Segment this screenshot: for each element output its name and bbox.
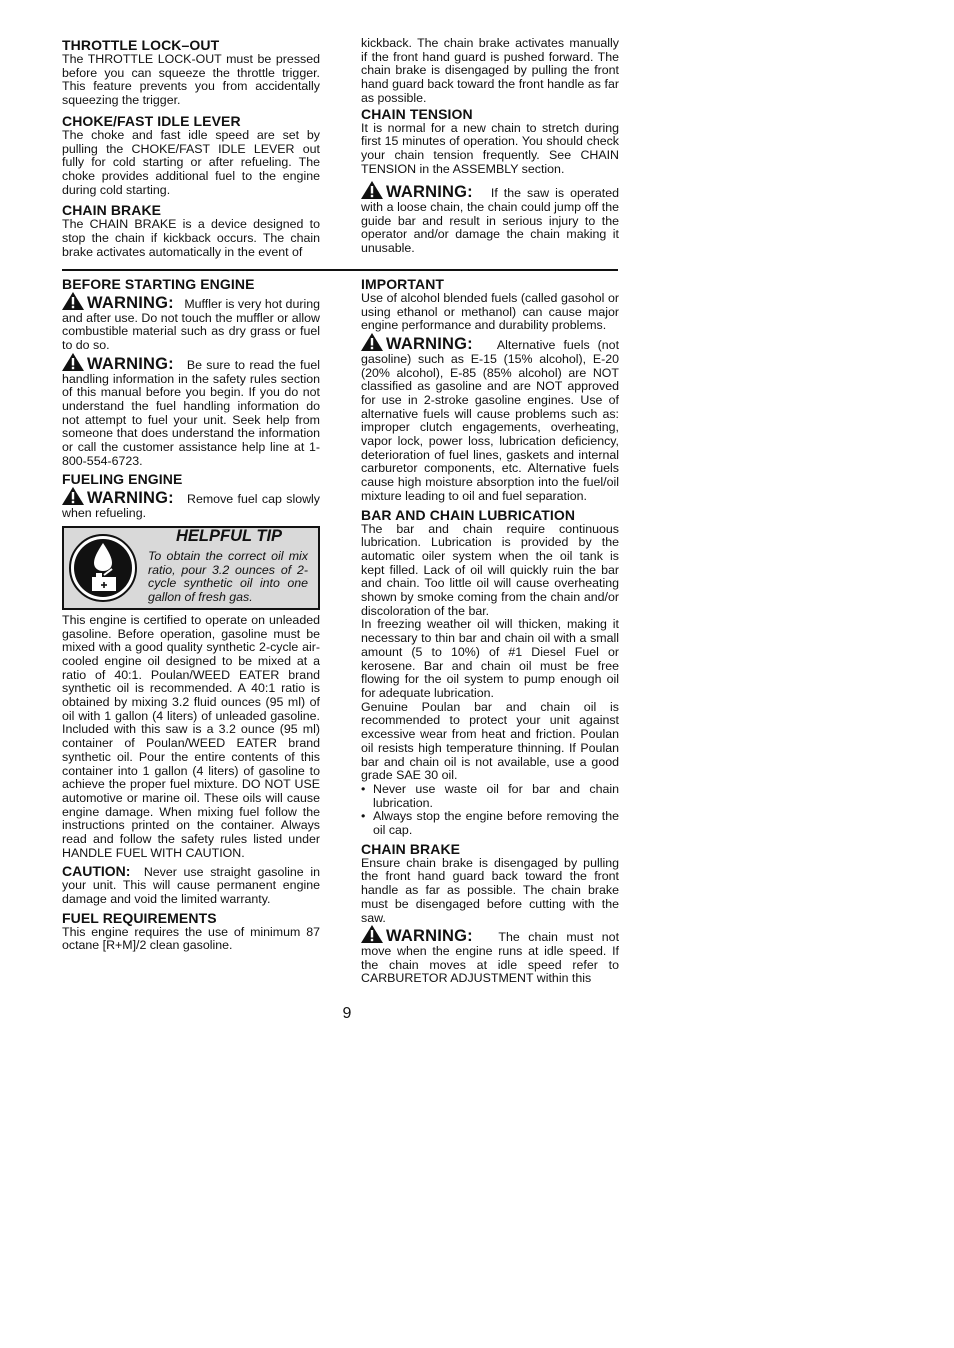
right-top-column (361, 37, 619, 256)
choke-section (62, 113, 320, 198)
fueling-engine-heading: FUELING ENGINE (62, 471, 183, 488)
throttle-lockout-section (62, 37, 320, 108)
list-item: • Never use waste oil for bar and chain lubrication. (361, 783, 619, 810)
engine-fuel-text: This engine is certified to operate on unleaded gasoline. Before operation, gasoline must be mixed with a good quality synthetic 2-cycle air-cooled engine oil designed to be mixed at a ratio of 40:1. Poulan/WEED EATER brand synthetic oil is recommended. A 40:1 ratio is obtained by mixing 3.2 fluid ounces (95 ml) of oil with 1 gallon (4 liters) of unleaded gasoline. Included with this saw is a 3.2 ounce (95 ml) container of Poulan/WEED EATER brand synthetic oil. Pour the entire contents of this container into 1 gallon (4 liters) of gasoline to achieve the proper fuel mixture. DO NOT USE automotive or marine oil. These oils will cause engine damage. When mixing fuel follow the instructions printed on the container. Always read and follow the safety rules listed under HANDLE FUEL WITH CAUTION. (62, 612, 320, 860)
warning-fuel-handling (62, 353, 320, 469)
helpful-tip-title: HELPFUL TIP (176, 526, 283, 545)
important-heading: IMPORTANT (361, 276, 445, 292)
list-item: • Always stop the engine before removing the oil cap. (361, 810, 619, 837)
choke-text: The choke and fast idle speed are set by pulling the CHOKE/FAST IDLE LEVER out fully for cold starting or after refueling. The choke provides additional fuel to the engine during cold starting. (62, 127, 320, 197)
warning-text: Alternative fuels (not gasoline) such as E-15 (15% alcohol), E-20 (20% alcohol), E-85 (85% alcohol) are NOT classified as gasoline and are NOT approved for use in 2-stroke gasoline engines. Use of alternative fuels will cause problems such as: improper clutch engagements, overheating, vapor lock, power loss, lubrication deficiency, deterioration of fuel lines, gaskets and internal carburetor components, etc. Alternative fuels cause high moisture absorption into the fuel/oil mixture leading to oil and fuel separation. (361, 338, 620, 503)
chain-tension-heading: CHAIN TENSION (361, 105, 473, 122)
lubrication-paragraph-1: The bar and chain require continuous lubrication. Lubrication is provided by the automatic oiler system when the oil tank is kept filled. Lack of oil will quickly ruin the bar and chain. Too little oil will cause overheating shown by smoke coming from the chain and/or discoloration of the bar. (361, 521, 619, 618)
fuel-requirements-text: This engine requires the use of minimum 87 octane [R+M]/2 clean gasoline. (62, 924, 320, 953)
warning-label: WARNING: (386, 335, 473, 354)
section-divider (62, 269, 618, 271)
helpful-tip-text: To obtain the correct oil mix ratio, pour 3.2 ounces of 2-cycle synthetic oil into one gallon of fresh gas. (148, 548, 308, 605)
left-bottom-column (62, 276, 320, 953)
fuel-requirements-heading: FUEL REQUIREMENTS (62, 909, 217, 926)
chain-brake-2-heading: CHAIN BRAKE (361, 840, 461, 857)
lubrication-bullets (361, 783, 619, 838)
warning-idle-speed (361, 925, 619, 986)
caution-note (62, 862, 321, 907)
warning-triangle-icon (361, 925, 383, 943)
chain-brake-heading: CHAIN BRAKE (62, 202, 162, 219)
lubrication-heading: BAR AND CHAIN LUBRICATION (361, 506, 576, 523)
warning-loose-chain (361, 181, 619, 256)
warning-fuel-cap (62, 487, 320, 520)
throttle-lockout-text: The THROTTLE LOCK-OUT must be pressed before you can squeeze the throttle trigger. This feature prevents you from accidentally squeezing the trigger. (62, 52, 320, 108)
throttle-lockout-heading: THROTTLE LOCK–OUT (62, 37, 220, 53)
oil-drop-can-icon (68, 533, 138, 603)
chain-brake-section (62, 202, 320, 259)
important-text: Use of alcohol blended fuels (called gasohol or using ethanol or methanol) can cause major engine performance and durability problems. (361, 291, 619, 333)
caution-label: CAUTION: (62, 862, 131, 879)
lubrication-paragraph-2: In freezing weather oil will thicken, making it necessary to thin bar and chain oil with a small amount (5 to 10%) of #1 Diesel Fuel or kerosene. Bar and chain oil must be free flowing for the oil system to pump enough oil for adequate lubrication. (361, 617, 619, 700)
warning-text: If the saw is operated with a loose chain, the chain could jump off the guide bar and result in serious injury to the operator and/or damage the chain making it unusable. (361, 186, 619, 256)
bar-chain-lubrication-section (361, 507, 619, 838)
before-starting-heading: BEFORE STARTING ENGINE (62, 276, 255, 292)
warning-label: WARNING: (386, 183, 473, 202)
warning-label: WARNING: (386, 927, 473, 946)
chain-tension-text: It is normal for a new chain to stretch during first 15 minutes of operation. You should check your chain tension frequently. See CHAIN TENSION in the ASSEMBLY section. (361, 120, 619, 176)
caution-text: Never use straight gasoline in your unit. This will cause permanent engine damage and void the limited warranty. (62, 864, 321, 906)
helpful-tip-box (62, 526, 320, 610)
chain-tension-section (361, 106, 619, 177)
warning-text: Muffler is very hot during and after use. Do not touch the muffler or allow combustible material such as dry grass or fuel to do so. (62, 297, 320, 353)
warning-label: WARNING: (87, 294, 174, 312)
warning-triangle-icon (62, 292, 84, 310)
warning-triangle-icon (62, 487, 84, 505)
warning-label: WARNING: (87, 489, 174, 508)
warning-triangle-icon (361, 333, 383, 351)
chain-brake-text: The CHAIN BRAKE is a device designed to stop the chain if kickback occurs. The chain brake activates automatically in the event of (62, 217, 320, 259)
page-number: 9 (342, 1005, 352, 1022)
lubrication-paragraph-3: Genuine Poulan bar and chain oil is recommended to protect your unit against excessive wear from heat and friction. Poulan oil resists high temperature thinning. If Poulan bar and chain oil is not available, use a good grade SAE 30 oil. (361, 699, 619, 783)
chain-brake-2-section (361, 841, 619, 926)
warning-text: Remove fuel cap slowly when refueling. (62, 492, 321, 521)
warning-triangle-icon (361, 181, 383, 199)
warning-muffler (62, 292, 320, 353)
warning-alternative-fuels (361, 333, 619, 503)
right-bottom-column (361, 276, 619, 986)
left-top-column (62, 37, 320, 264)
warning-text: Be sure to read the fuel handling information in the safety rules section of this manual before you begin. If you do not understand the fuel handling information do not attempt to fuel your unit. Seek help from someone that does understand the information or call the customer assistance help line at 1-800-554-6723. (62, 357, 321, 468)
chain-brake-continued: kickback. The chain brake activates manually if the front hand guard is pushed forward. The chain brake is disengaged by pulling the front hand guard back toward the front handle as far as possible. (361, 36, 619, 105)
warning-triangle-icon (62, 353, 84, 371)
fuel-requirements-section (62, 910, 320, 953)
choke-heading: CHOKE/FAST IDLE LEVER (62, 112, 241, 129)
chain-brake-2-text: Ensure chain brake is disengaged by pulling the front hand guard back toward the front handle as far as possible. The chain brake must be disengaged before cutting with the saw. (361, 855, 619, 925)
warning-text: The chain must not move when the engine runs at idle speed. If the chain moves at idle speed refer to CARBURETOR ADJUSTMENT within this (361, 930, 620, 986)
warning-label: WARNING: (87, 354, 174, 373)
